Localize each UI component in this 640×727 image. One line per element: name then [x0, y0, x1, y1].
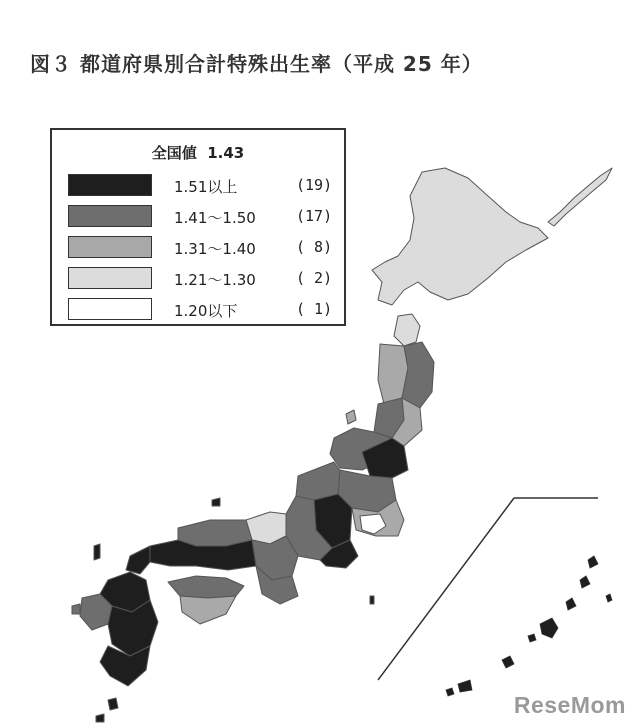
region-okinawa-islets — [580, 576, 590, 588]
region-hokuriku — [296, 462, 340, 500]
region-yamaguchi — [126, 546, 150, 574]
region-okinawa-islets — [528, 634, 536, 642]
legend-item-5: 1.20以下 ( 1) — [68, 298, 338, 322]
region-shikoku-north — [168, 576, 244, 598]
region-okinawa-islets — [588, 556, 598, 568]
region-amami — [96, 714, 104, 722]
region-daito — [606, 594, 612, 602]
map-title: 図３ 都道府県別合計特殊出生率（平成 25 年） — [30, 52, 483, 76]
region-yaeyama — [458, 680, 472, 692]
region-iwate — [402, 342, 434, 408]
region-yaeyama — [446, 688, 454, 696]
resemom-watermark-logo: ReseMom — [513, 692, 626, 718]
region-oki — [212, 498, 220, 506]
region-okinawa-islets — [566, 598, 576, 610]
legend-item-2: 1.41～1.50 (17) — [68, 205, 338, 229]
region-tsushima — [94, 544, 100, 560]
legend-item-4: 1.21～1.30 ( 2) — [68, 267, 338, 291]
region-miyako — [502, 656, 514, 668]
region-goto — [72, 604, 80, 614]
region-kuril-islands — [548, 168, 612, 226]
region-aomori — [394, 314, 420, 346]
region-shikoku-south — [180, 596, 236, 624]
region-hokkaido — [372, 168, 548, 305]
national-value-label: 全国値 1.43 — [151, 144, 245, 162]
legend-item-1: 1.51以上 (19) — [68, 174, 338, 198]
region-satsunan — [108, 698, 118, 710]
region-okinawa-main — [540, 618, 558, 638]
legend-item-3: 1.31～1.40 ( 8) — [68, 236, 338, 260]
region-izu-islands — [370, 596, 374, 604]
region-sado — [346, 410, 356, 424]
